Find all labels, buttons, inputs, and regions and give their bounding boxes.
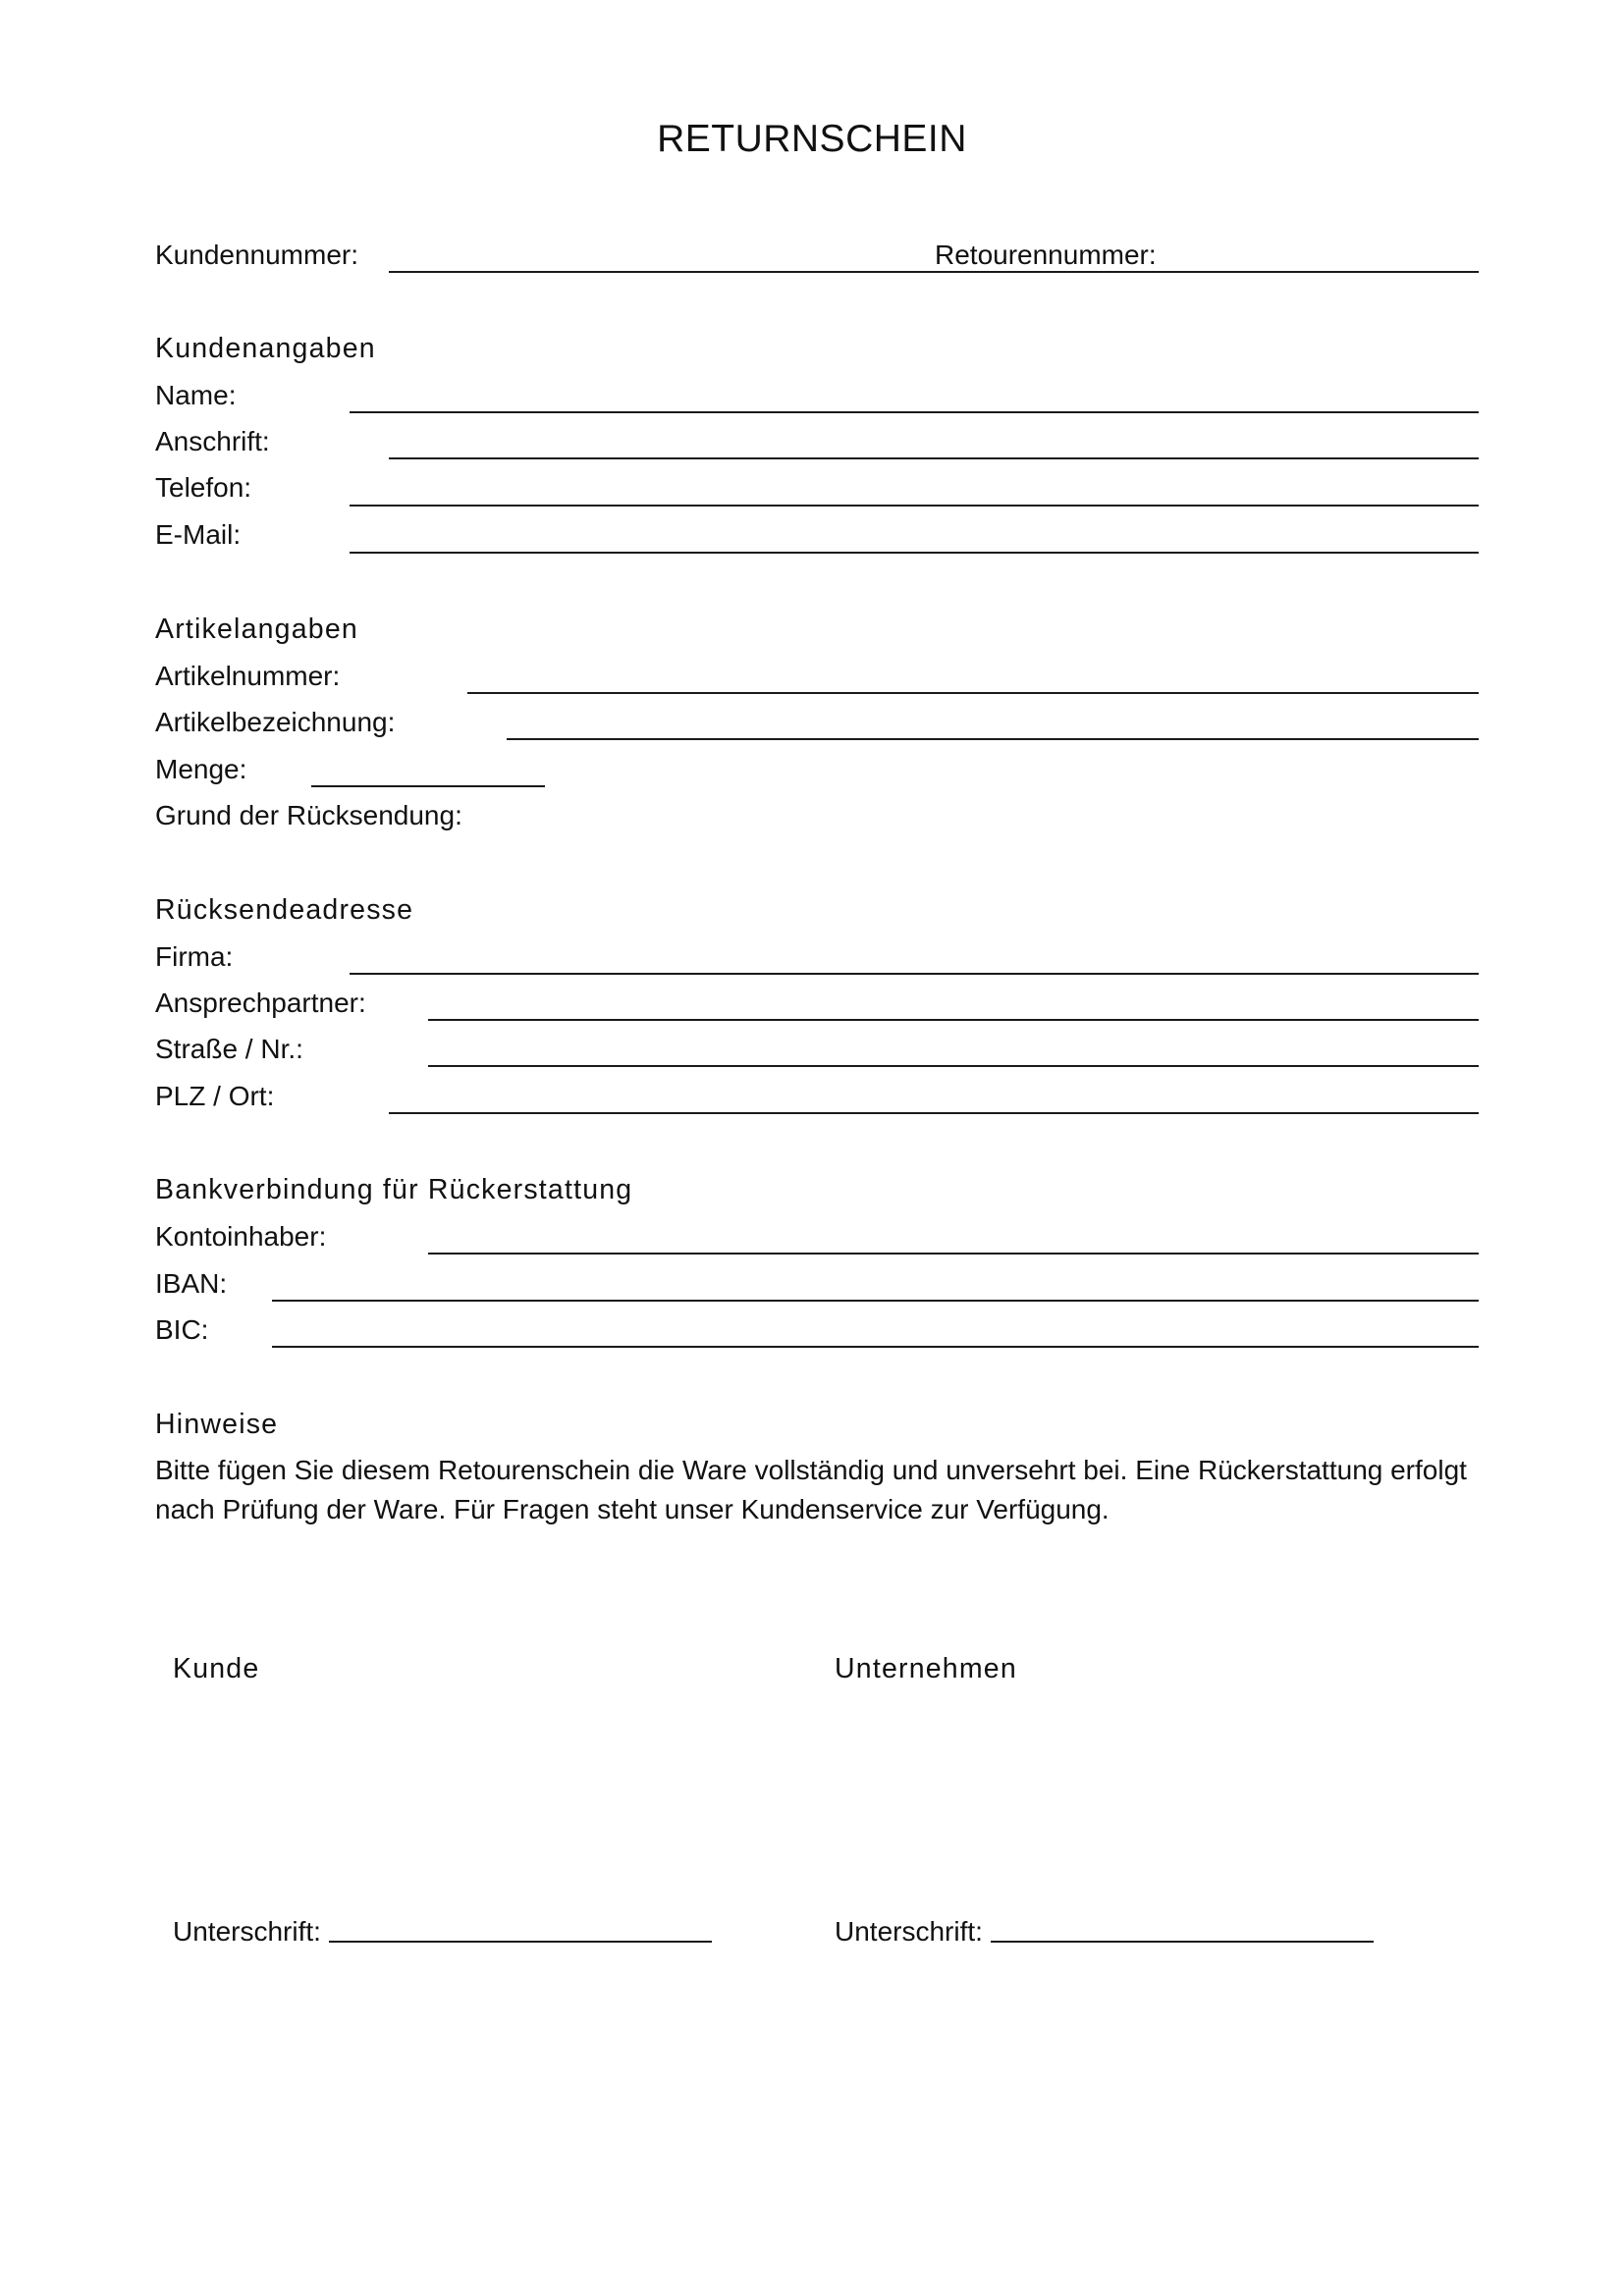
phone-field[interactable] (350, 505, 1479, 507)
iban-label: IBAN: (155, 1268, 228, 1299)
document-title: RETURNSCHEIN (657, 118, 967, 160)
article-section-heading: Artikelangaben (155, 614, 358, 645)
quantity-label: Menge: (155, 754, 247, 784)
name-field[interactable] (350, 411, 1479, 413)
account-holder-label: Kontoinhaber: (155, 1221, 327, 1252)
quantity-field[interactable] (311, 785, 545, 787)
company-signature-heading: Unternehmen (835, 1653, 1017, 1684)
article-number-field[interactable] (467, 692, 1479, 694)
account-holder-field[interactable] (428, 1253, 1479, 1255)
contact-person-label: Ansprechpartner: (155, 988, 366, 1018)
article-description-label: Artikelbezeichnung: (155, 707, 396, 737)
company-field[interactable] (350, 973, 1479, 975)
email-label: E-Mail: (155, 519, 242, 550)
company-signature (835, 1918, 1374, 1946)
company-signature-line[interactable] (991, 1941, 1374, 1943)
customer-number-field[interactable] (389, 271, 1479, 273)
address-label: Anschrift: (155, 426, 270, 456)
customer-number-label: Kundennummer: (155, 240, 359, 270)
zip-city-label: PLZ / Ort: (155, 1081, 275, 1111)
customer-signature (173, 1918, 712, 1946)
return-reason-label: Grund der Rücksendung: (155, 800, 462, 830)
street-label: Straße / Nr.: (155, 1034, 303, 1064)
bank-section-heading: Bankverbindung für Rückerstattung (155, 1174, 633, 1205)
address-field[interactable] (389, 457, 1479, 459)
name-label: Name: (155, 380, 237, 410)
article-description-field[interactable] (507, 738, 1479, 740)
bic-label: BIC: (155, 1314, 209, 1345)
company-signature-label: Unterschrift: (835, 1916, 983, 1947)
zip-city-field[interactable] (389, 1112, 1479, 1114)
iban-field[interactable] (272, 1300, 1479, 1302)
article-number-label: Artikelnummer: (155, 661, 341, 691)
notes-heading: Hinweise (155, 1409, 279, 1440)
customer-section-heading: Kundenangaben (155, 333, 376, 364)
return-address-section-heading: Rücksendeadresse (155, 894, 414, 926)
email-field[interactable] (350, 552, 1479, 554)
bic-field[interactable] (272, 1346, 1479, 1348)
notes-text: Bitte fügen Sie diesem Retourenschein die Ware vollständig und unversehrt bei. Eine Rückerstattung erfolgt nach Prüfung der Ware. Für Fragen steht unser Kundenservice zur Verfügung. (155, 1455, 1467, 1524)
street-field[interactable] (428, 1065, 1479, 1067)
customer-signature-label: Unterschrift: (173, 1916, 321, 1947)
customer-signature-heading: Kunde (173, 1653, 260, 1684)
return-number-label: Retourennummer: (935, 240, 1157, 270)
phone-label: Telefon: (155, 472, 252, 503)
customer-signature-line[interactable] (329, 1941, 712, 1943)
company-label: Firma: (155, 941, 234, 972)
contact-person-field[interactable] (428, 1019, 1479, 1021)
